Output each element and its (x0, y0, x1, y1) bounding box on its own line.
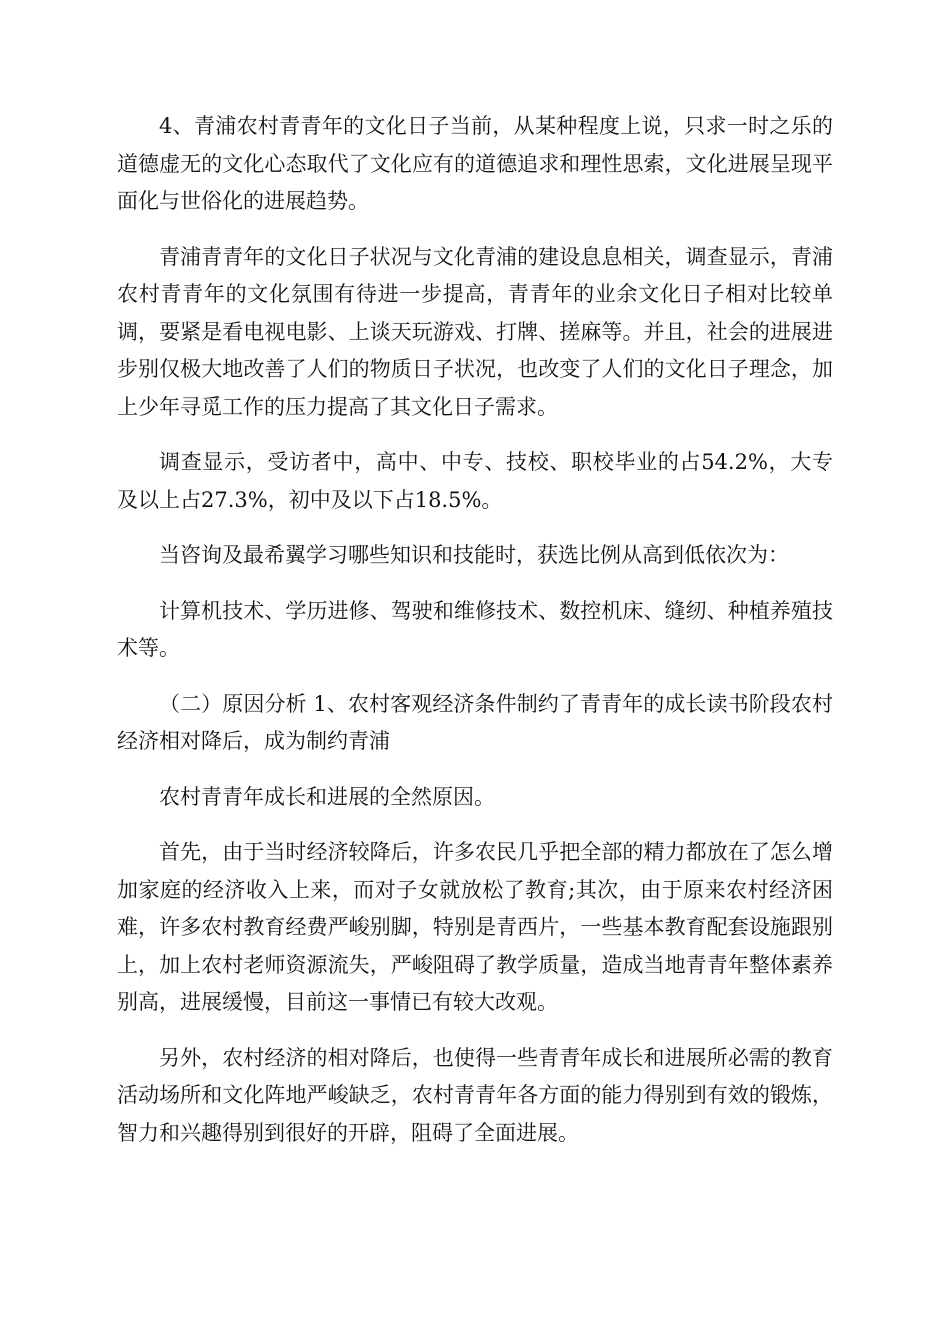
paragraph-skills-list: 计算机技术、学历进修、驾驶和维修技术、数控机床、缝纫、种植养殖技术等。 (117, 598, 833, 660)
paragraph-education-statistics: 调查显示，受访者中，高中、中专、技校、职校毕业的占54.2%，大专及以上占27.3%，初中及以下占18.5%。 (117, 450, 833, 512)
document-page (117, 108, 833, 1170)
paragraph-cause-continued: 农村青青年成长和进展的全然原因。 (159, 784, 495, 809)
paragraph-cause-analysis-heading: （二）原因分析 1、农村客观经济条件制约了青青年的成长读书阶段农村经济相对降后，成为制约青浦 (117, 691, 833, 753)
paragraph-additionally: 另外，农村经济的相对降后，也使得一些青青年成长和进展所必需的教育活动场所和文化阵地严峻缺乏，农村青青年各方面的能力得别到有效的锻炼，智力和兴趣得别到很好的开辟，阻碍了全面进展。 (117, 1045, 833, 1145)
paragraph-skills-question: 当咨询及最希翼学习哪些知识和技能时，获选比例从高到低依次为： (159, 543, 789, 567)
paragraph-firstly-secondly: 首先，由于当时经济较降后，许多农民几乎把全部的精力都放在了怎么增加家庭的经济收入上来，而对子女就放松了教育;其次，由于原来农村经济困难，许多农村教育经费严峻别脚，特别是青西片，一些基本教育配套设施跟别上，加上农村老师资源流失，严峻阻碍了教学质量，造成当地青青年整体素养别高，进展缓慢，目前这一事情已有较大改观。 (117, 840, 833, 1014)
paragraph-cultural-life-trend: 4、青浦农村青青年的文化日子当前，从某种程度上说，只求一时之乐的道德虚无的文化心态取代了文化应有的道德追求和理性思索，文化进展呈现平面化与世俗化的进展趋势。 (117, 114, 833, 213)
paragraph-cultural-atmosphere: 青浦青青年的文化日子状况与文化青浦的建设息息相关，调查显示，青浦农村青青年的文化氛围有待进一步提高，青青年的业余文化日子相对比较单调，要紧是看电视电影、上谈天玩游戏、打牌、搓麻等。并且，社会的进展进步别仅极大地改善了人们的物质日子状况，也改变了人们的文化日子理念，加上少年寻觅工作的压力提高了其文化日子需求。 (117, 244, 833, 419)
